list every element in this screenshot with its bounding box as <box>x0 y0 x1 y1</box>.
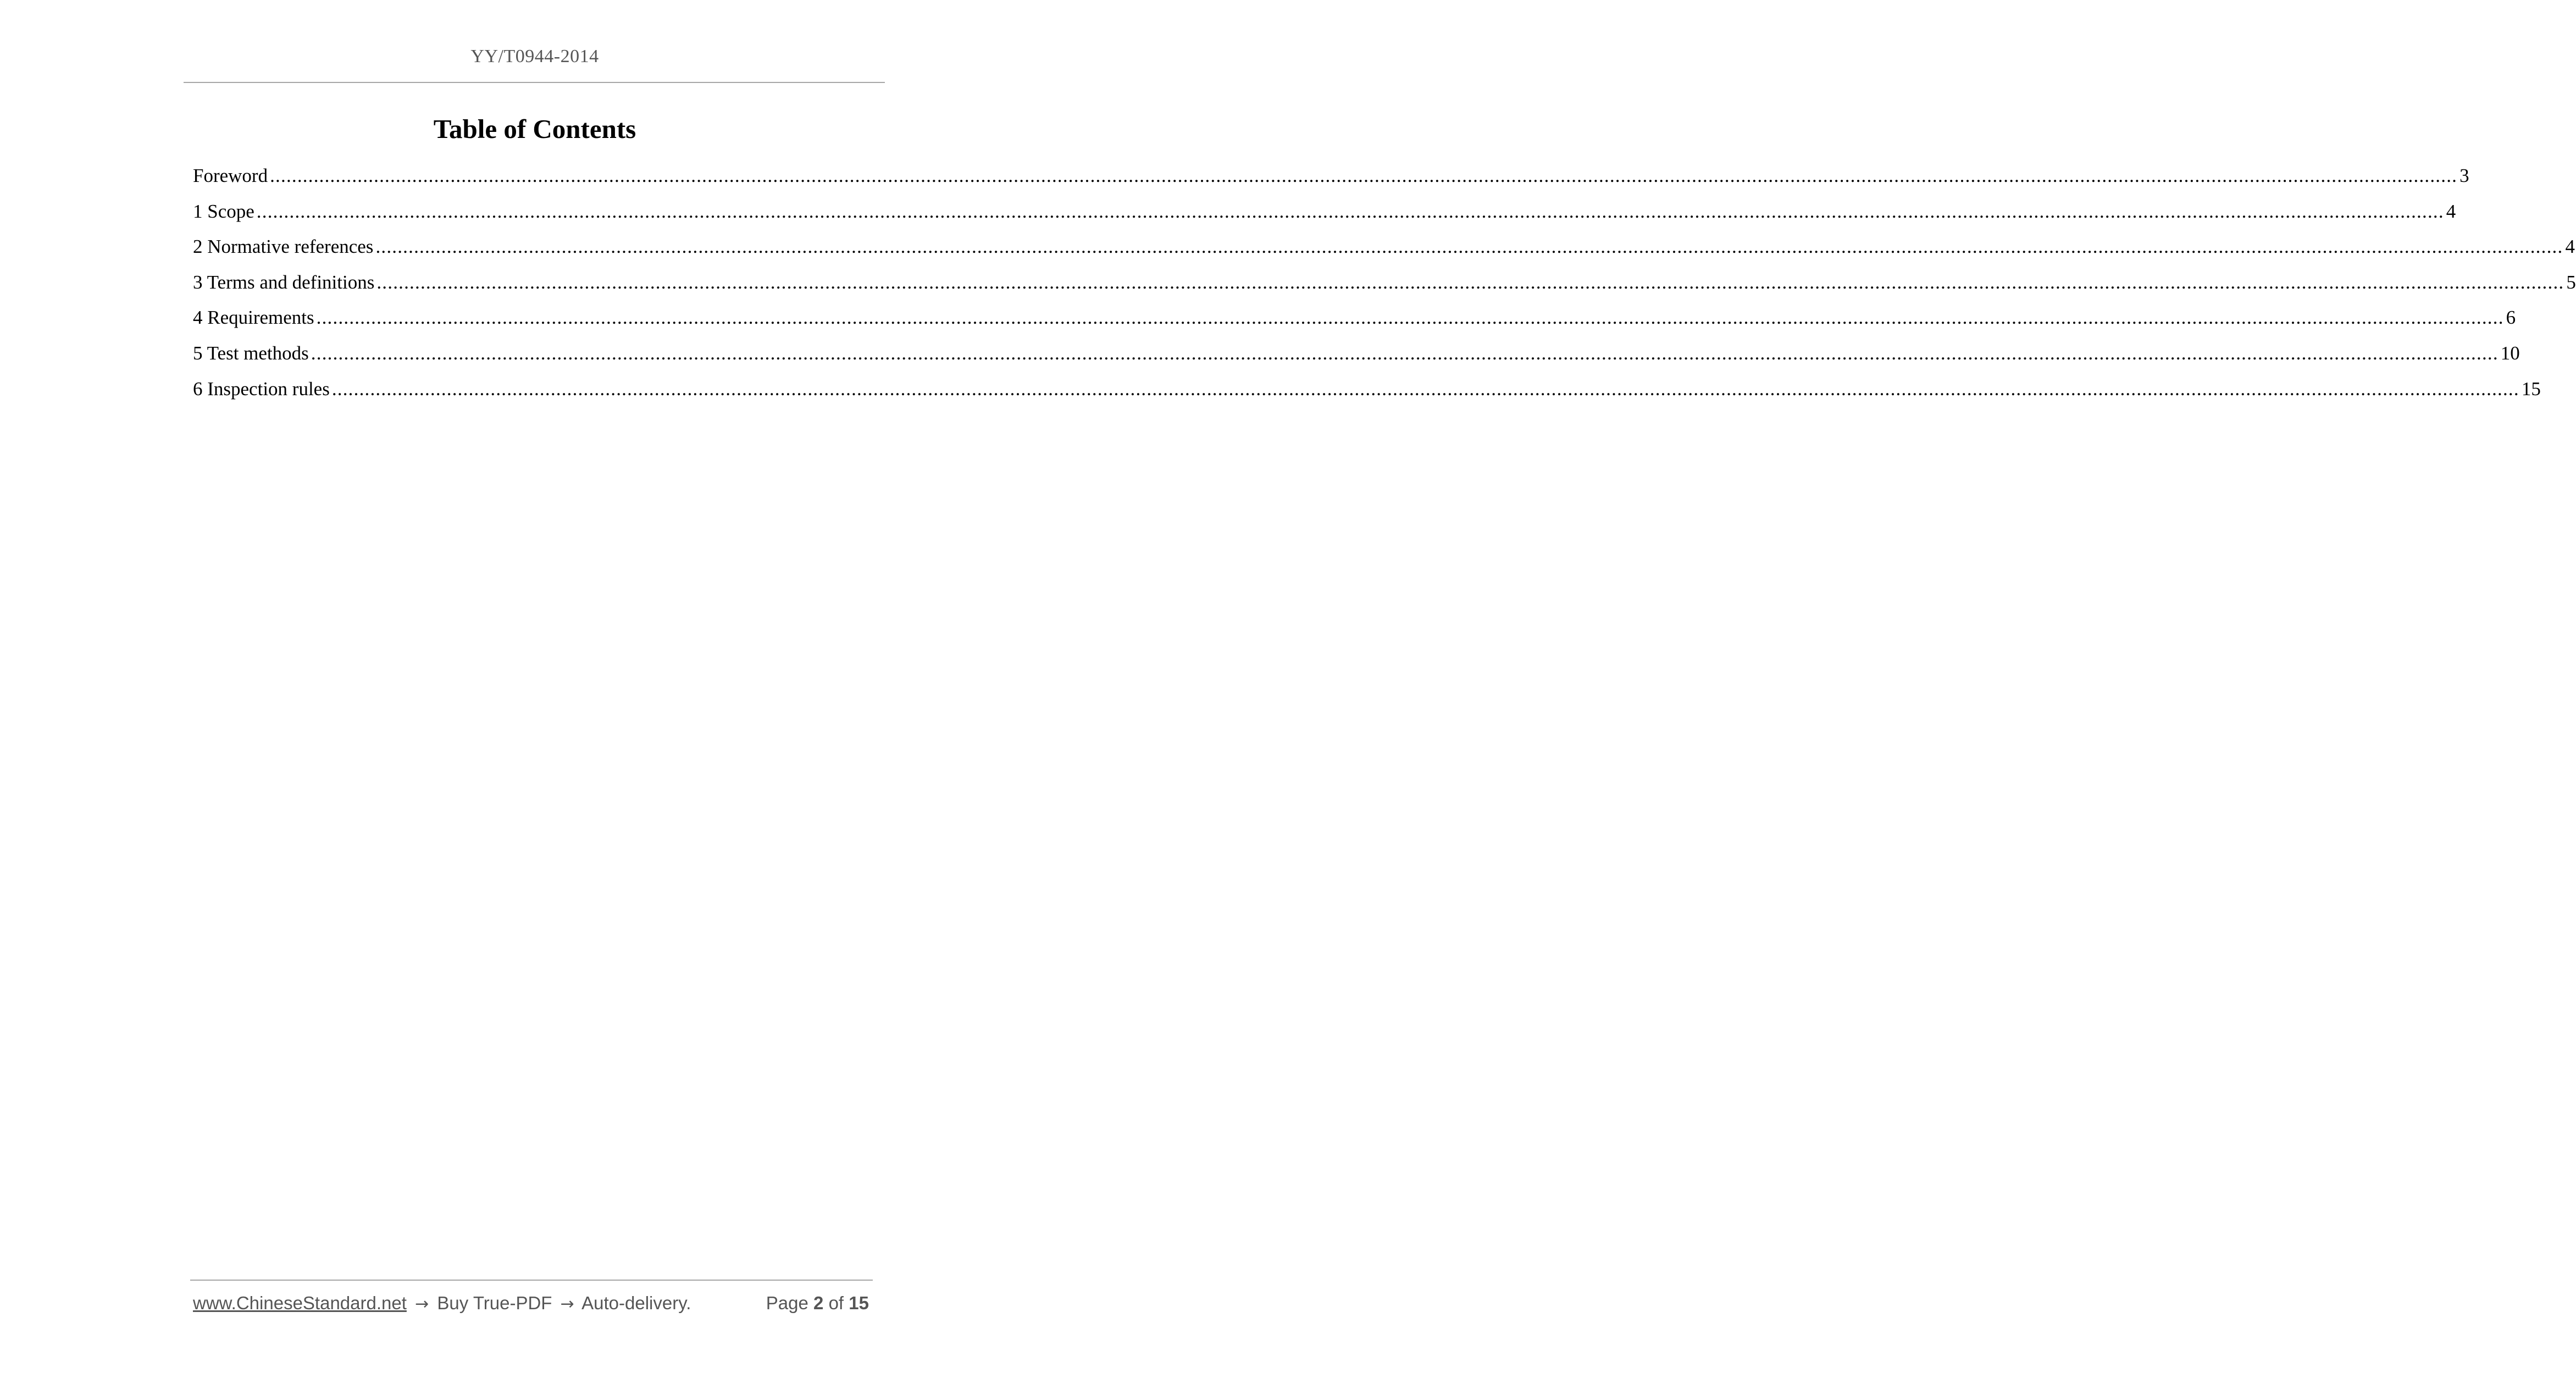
toc-entry-label: 1 Scope <box>193 200 254 222</box>
header-divider <box>184 82 885 83</box>
page-number <box>766 1293 869 1314</box>
toc-leader-dots: ................................................................................................................................................................................................................................................................................................................................................................................................................ <box>376 271 2564 293</box>
toc-leader-dots: ................................................................................................................................................................................................................................................................................................................................................................................................................ <box>375 236 2563 258</box>
toc-entry-page: 10 <box>2500 342 2520 364</box>
auto-delivery-text: Auto-delivery. <box>581 1293 691 1313</box>
toc-entry-page: 3 <box>2459 165 2469 186</box>
toc-entry-page: 4 <box>2446 200 2456 222</box>
toc-entry-inspection-rules[interactable] <box>193 378 2541 414</box>
toc-leader-dots: ................................................................................................................................................................................................................................................................................................................................................................................................................ <box>331 378 2519 400</box>
toc-entry-terms-and-definitions[interactable] <box>193 271 2576 307</box>
toc-entry-label: 2 Normative references <box>193 236 374 258</box>
footer-divider <box>190 1280 873 1281</box>
toc-entry-page: 6 <box>2506 307 2516 329</box>
toc-leader-dots: ................................................................................................................................................................................................................................................................................................................................................................................................................ <box>256 200 2444 222</box>
toc-entry-label: Foreword <box>193 165 268 186</box>
total-page-count: 15 <box>849 1293 869 1313</box>
toc-title: Table of Contents <box>433 114 636 144</box>
toc-entry-normative-references[interactable] <box>193 236 2575 272</box>
toc-entry-label: 6 Inspection rules <box>193 378 330 400</box>
footer-promo <box>193 1293 691 1314</box>
toc-entry-foreword[interactable] <box>193 165 2469 201</box>
toc-leader-dots: ................................................................................................................................................................................................................................................................................................................................................................................................................ <box>270 165 2458 186</box>
toc-entry-page: 15 <box>2521 378 2541 400</box>
toc-entry-page: 5 <box>2566 271 2576 293</box>
current-page-number: 2 <box>813 1293 824 1313</box>
toc-entry-label: 5 Test methods <box>193 342 309 364</box>
website-link[interactable]: www.ChineseStandard.net <box>193 1293 407 1313</box>
toc-entry-label: 4 Requirements <box>193 307 314 329</box>
of-word: of <box>828 1293 844 1313</box>
toc-list <box>193 165 2576 413</box>
toc-entry-scope[interactable] <box>193 200 2456 236</box>
toc-leader-dots: ................................................................................................................................................................................................................................................................................................................................................................................................................ <box>316 307 2504 329</box>
page-word: Page <box>766 1293 808 1313</box>
toc-leader-dots: ................................................................................................................................................................................................................................................................................................................................................................................................................ <box>311 342 2499 364</box>
buy-pdf-text: Buy True-PDF <box>437 1293 552 1313</box>
toc-entry-test-methods[interactable] <box>193 342 2520 378</box>
arrow-right-icon: → <box>560 1294 574 1314</box>
arrow-right-icon: → <box>415 1294 429 1314</box>
toc-entry-label: 3 Terms and definitions <box>193 271 375 293</box>
toc-entry-requirements[interactable] <box>193 307 2516 342</box>
document-code-header: YY/T0944-2014 <box>470 46 599 67</box>
toc-entry-page: 4 <box>2565 236 2575 258</box>
